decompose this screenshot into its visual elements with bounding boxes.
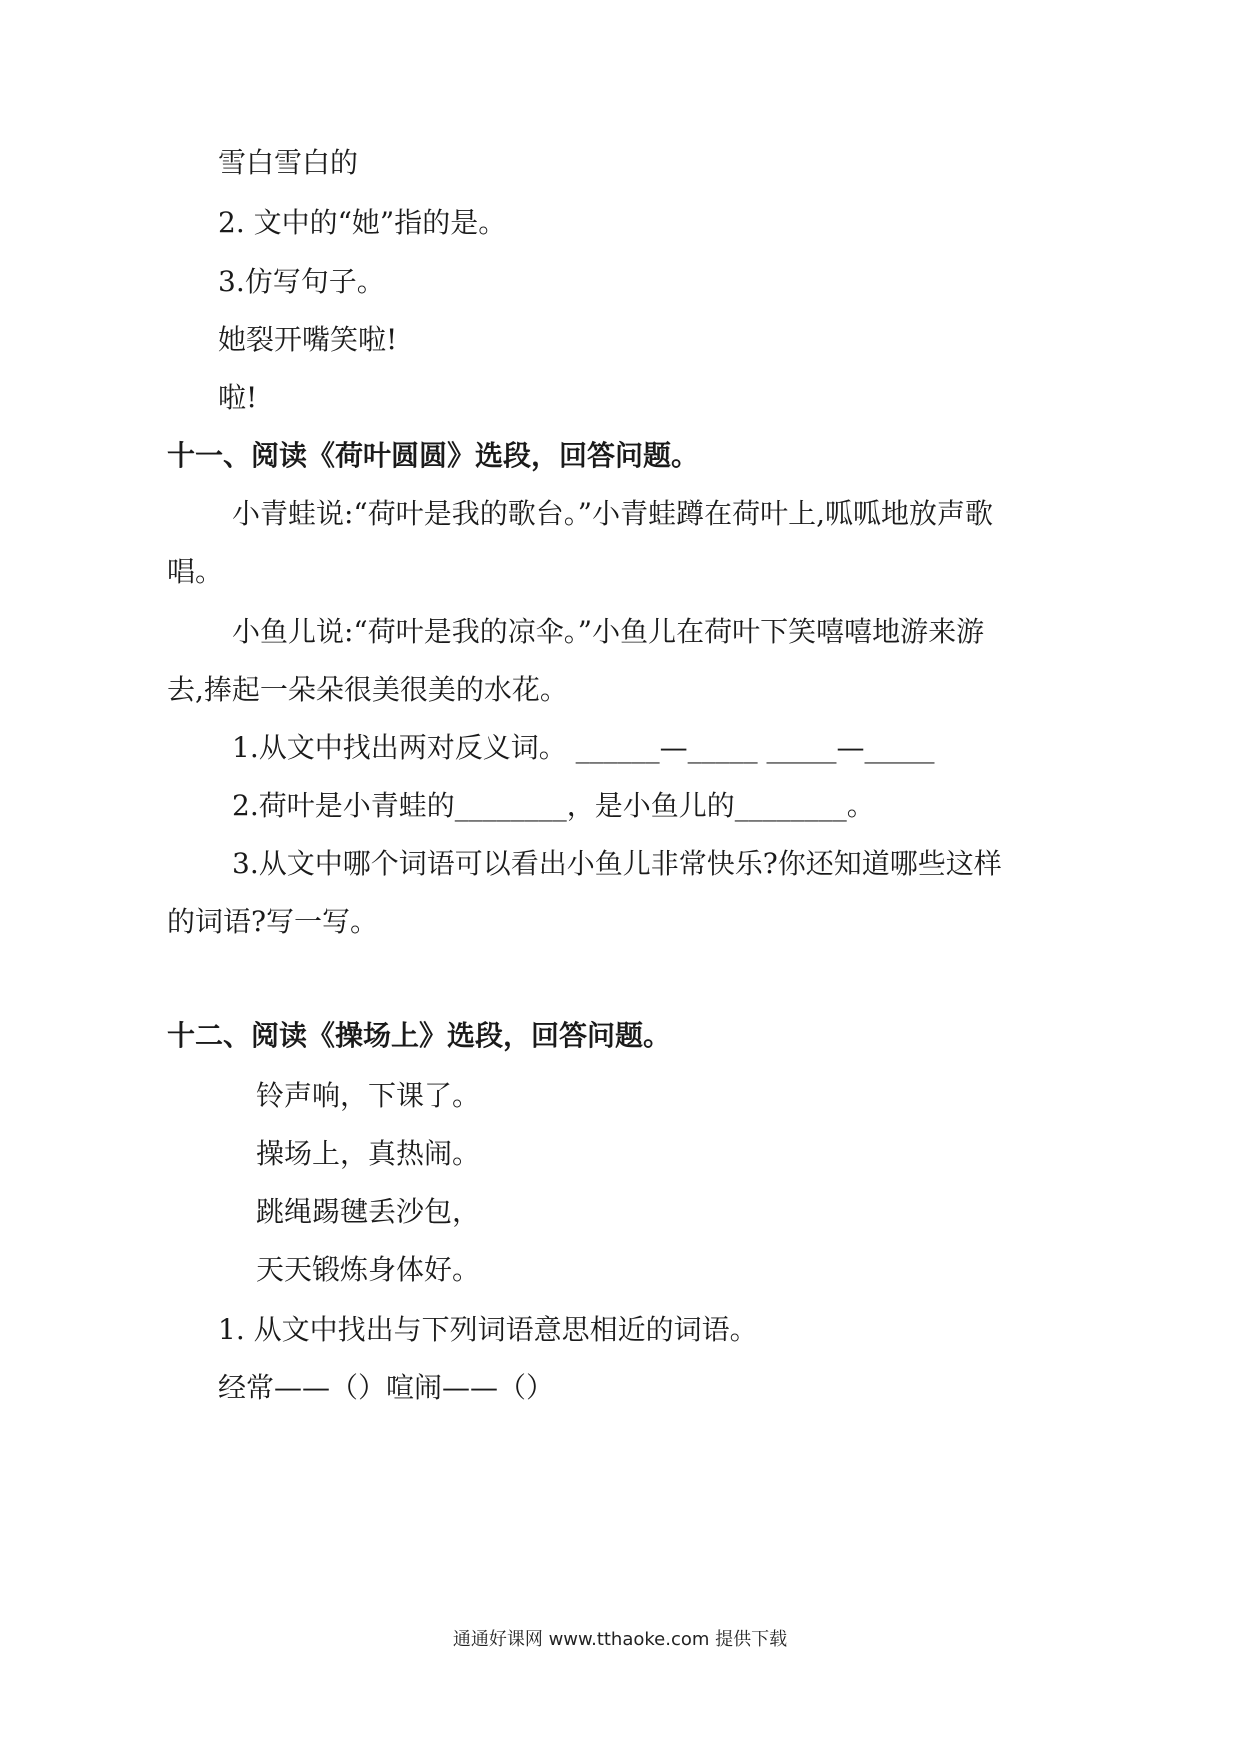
question-line: 3.仿写句子。 <box>218 265 385 298</box>
text-line: 雪白雪白的 <box>218 146 359 179</box>
poem-line: 铃声响，下课了。 <box>256 1079 481 1112</box>
question-line: 1. 从文中找出与下列词语意思相近的词语。 <box>218 1313 758 1346</box>
passage-line: 小鱼儿说:“荷叶是我的凉伞。”小鱼儿在荷叶下笑嘻嘻地游来游 <box>232 615 985 648</box>
passage-line: 唱。 <box>167 555 224 588</box>
question-line: 3.从文中哪个词语可以看出小鱼儿非常快乐?你还知道哪些这样 <box>232 847 1002 880</box>
question-line: 的词语?写一写。 <box>167 905 379 938</box>
text-line: 她裂开嘴笑啦! <box>218 323 398 356</box>
question-line: 1.从文中找出两对反义词。 ______—_____ _____—_____ <box>232 731 935 764</box>
footer-watermark: 通通好课网 www.tthaoke.com 提供下载 <box>452 1629 788 1650</box>
question-line: 2. 文中的“她”指的是。 <box>218 206 507 239</box>
passage-line: 小青蛙说:“荷叶是我的歌台。”小青蛙蹲在荷叶上,呱呱地放声歌 <box>232 497 993 530</box>
poem-line: 跳绳踢毽丢沙包， <box>256 1195 481 1228</box>
section-heading: 十一、阅读《荷叶圆圆》选段，回答问题。 <box>167 439 700 472</box>
text-line: 啦! <box>218 381 258 414</box>
poem-line: 操场上，真热闹。 <box>256 1137 481 1170</box>
section-heading: 十二、阅读《操场上》选段，回答问题。 <box>167 1019 672 1052</box>
question-line: 经常——（）喧闹——（） <box>218 1371 555 1404</box>
passage-line: 去,捧起一朵朵很美很美的水花。 <box>167 673 568 706</box>
poem-line: 天天锻炼身体好。 <box>256 1253 481 1286</box>
question-line: 2.荷叶是小青蛙的________，是小鱼儿的________。 <box>232 789 875 822</box>
